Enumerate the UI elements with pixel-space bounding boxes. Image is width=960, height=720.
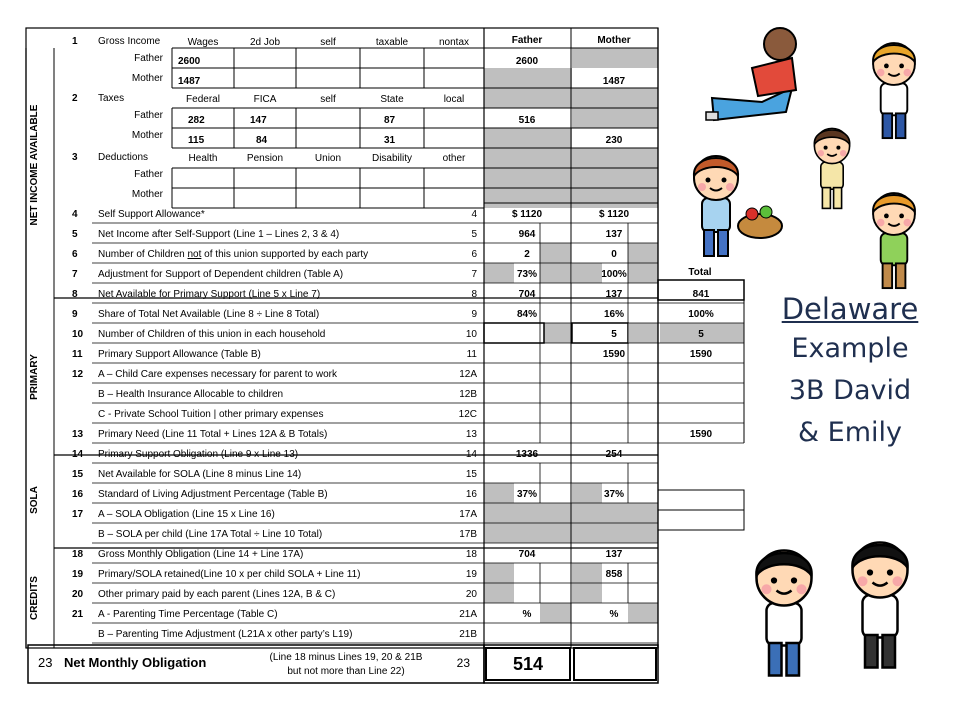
boy-with-glasses-figure <box>873 43 915 138</box>
row-label: Share of Total Net Available (Line 8 ÷ Line 8 Total) <box>98 309 320 320</box>
kid-eye <box>899 214 904 219</box>
father-gross-value: 2600 <box>515 56 539 67</box>
row-number: 18 <box>72 549 84 560</box>
father-taxes-value: 516 <box>518 115 536 126</box>
mother-value: 254 <box>605 449 623 460</box>
mother-value: 1590 <box>602 349 626 360</box>
total-value: 1590 <box>689 349 713 360</box>
father-value: 704 <box>518 289 536 300</box>
line1-col-header: taxable <box>375 37 409 48</box>
kid-cheek <box>877 219 885 227</box>
row-number: 9 <box>72 309 78 320</box>
cell-gray <box>572 48 658 68</box>
line1-mother-label: Mother <box>131 73 163 84</box>
mother-value: 5 <box>611 329 617 340</box>
row-label: Adjustment for Support of Dependent children (Table A) <box>98 269 344 280</box>
kid-eye <box>706 178 711 183</box>
title-names: & Emily <box>798 417 902 448</box>
line2-mother-label: Mother <box>131 130 163 141</box>
father-state-value: 87 <box>384 115 396 126</box>
line23-note: but not more than Line 22) <box>287 666 405 677</box>
row-ref: 16 <box>465 489 477 500</box>
father-value: 1336 <box>515 449 539 460</box>
row-ref: 13 <box>465 429 477 440</box>
father-value: % <box>522 609 532 620</box>
row-ref: 17B <box>459 529 477 540</box>
mother-state-value: 31 <box>384 135 396 146</box>
kid-leg <box>834 188 842 209</box>
line2-label: Taxes <box>98 93 125 104</box>
shaded-cell <box>628 263 658 283</box>
cell-gray <box>484 68 572 88</box>
mother-wages-value: 1487 <box>178 76 201 87</box>
row-number: 17 <box>72 509 84 520</box>
kid-body <box>881 83 908 115</box>
row-number: 20 <box>72 589 84 600</box>
line23-number: 23 <box>38 655 53 670</box>
line23-ref: 23 <box>456 656 470 670</box>
kid-cheek <box>904 219 912 227</box>
kid-body <box>881 233 908 265</box>
section-sola: SOLA <box>29 486 40 514</box>
row-ref: 20 <box>465 589 477 600</box>
line1-number: 1 <box>72 36 78 47</box>
mother-gross-value: 1487 <box>602 76 626 87</box>
line23-mother-box <box>574 648 656 680</box>
line1-father-label: Father <box>134 53 163 64</box>
row-number: 5 <box>72 229 78 240</box>
row-ref: 12A <box>459 369 477 380</box>
kid-leg <box>787 643 800 676</box>
kid-cheek <box>726 183 734 191</box>
kid-leg <box>883 635 896 668</box>
father-value: 704 <box>518 549 536 560</box>
row-ref: 11 <box>466 349 477 360</box>
row-number: 21 <box>72 609 84 620</box>
kid-leg <box>718 230 728 256</box>
row-number: 13 <box>72 429 84 440</box>
silly-boy-figure <box>873 193 915 288</box>
row-ref: 21B <box>459 629 477 640</box>
father-value: 73% <box>516 269 538 280</box>
row-number: 19 <box>72 569 84 580</box>
kid-cheek <box>904 69 912 77</box>
mother-value: 16% <box>603 309 625 320</box>
row-ref: 14 <box>465 449 477 460</box>
father-value: 37% <box>516 489 538 500</box>
father-value: 2 <box>524 249 530 260</box>
row-label: B – Health Insurance Allocable to children <box>98 389 284 400</box>
kid-cheek <box>797 584 807 594</box>
row-label-part: Number of Children <box>98 249 188 260</box>
kid-eye <box>722 178 727 183</box>
mother-value: 37% <box>603 489 625 500</box>
row-label: Gross Monthly Obligation (Line 14 + Line 17A) <box>98 549 304 560</box>
row-number: 10 <box>72 329 84 340</box>
mother-header: Mother <box>597 35 631 46</box>
row-label: Primary Need (Line 11 Total + Lines 12A & B Totals) <box>98 429 328 440</box>
sola-child-box <box>658 510 744 530</box>
shaded-cell <box>572 563 602 583</box>
kid-eye <box>887 569 893 575</box>
mother-federal-value: 115 <box>188 135 205 146</box>
shaded-cell <box>484 563 514 583</box>
girl-with-basket-figure <box>694 156 738 256</box>
line2-col-header: State <box>380 94 404 105</box>
kid-body <box>702 198 730 232</box>
kid-eye <box>836 146 840 150</box>
kid-cheek <box>698 183 706 191</box>
line3-col-header: other <box>442 153 466 164</box>
kid-cheek <box>858 576 868 586</box>
line1-col-header: Wages <box>187 37 219 48</box>
line1-col-header: nontax <box>438 37 470 48</box>
cell-white <box>484 323 544 343</box>
mother-value: 137 <box>605 289 623 300</box>
row-ref: 9 <box>471 309 477 320</box>
father-federal-value: 282 <box>188 115 205 126</box>
line2-col-header: self <box>320 94 336 105</box>
kid-body <box>863 595 898 638</box>
row-label: A – SOLA Obligation (Line 15 x Line 16) <box>98 509 275 520</box>
total-value: 100% <box>688 309 714 320</box>
kid-leg <box>883 113 893 138</box>
father-value: 84% <box>516 309 538 320</box>
kid-shoe <box>706 112 718 120</box>
mother-value: 858 <box>605 569 623 580</box>
kid-cheek <box>893 576 903 586</box>
row-ref: 7 <box>471 269 477 280</box>
row-label: Other primary paid by each parent (Lines 12A, B & C) <box>98 589 336 600</box>
row-number: 15 <box>72 469 84 480</box>
row-label: Net Available for SOLA (Line 8 minus Line 14) <box>98 469 302 480</box>
total-value: 5 <box>698 329 704 340</box>
line2-col-header: Federal <box>186 94 220 105</box>
kid-eye <box>867 569 873 575</box>
row-label <box>98 249 368 260</box>
shaded-cell <box>720 323 744 343</box>
shaded-cell <box>540 603 571 623</box>
kid-leg <box>865 635 878 668</box>
schoolgirl-figure <box>756 551 811 676</box>
row-label: A – Child Care expenses necessary for parent to work <box>98 369 338 380</box>
row-label: C - Private School Tuition | other primary expenses <box>98 409 324 420</box>
row-label: Self Support Allowance* <box>98 209 205 220</box>
schoolboy-figure <box>852 543 907 668</box>
line23-value: 514 <box>512 654 544 674</box>
shaded-cell <box>484 483 514 503</box>
apple <box>746 208 758 220</box>
line23-note: (Line 18 minus Lines 19, 20 & 21B <box>269 652 423 663</box>
kid-cheek <box>762 584 772 594</box>
row-number: 6 <box>72 249 78 260</box>
line2-father-label: Father <box>134 110 163 121</box>
baby-figure <box>814 128 849 208</box>
shaded-cell <box>540 263 571 283</box>
shaded-cell <box>628 603 658 623</box>
kid-eye <box>771 577 777 583</box>
row-number: 14 <box>72 449 84 460</box>
kid-face <box>764 28 796 60</box>
shaded-cell <box>628 323 658 343</box>
row-ref: 18 <box>465 549 477 560</box>
row-label: Net Available for Primary Support (Line 5 x Line 7) <box>98 289 321 300</box>
father-value: 964 <box>518 229 536 240</box>
row-label: Primary/SOLA retained(Line 10 x per child SOLA + Line 11) <box>98 569 361 580</box>
row-ref: 5 <box>471 229 477 240</box>
mother-value: $ 1120 <box>598 209 630 220</box>
line23-label: Net Monthly Obligation <box>64 655 207 670</box>
kid-cheek <box>877 69 885 77</box>
kid-eye <box>884 64 889 69</box>
mother-value: 100% <box>601 269 627 280</box>
row-label-underline: not <box>187 249 202 260</box>
row-label: Net Income after Self-Support (Line 1 – Lines 2, 3 & 4) <box>98 229 340 240</box>
line3-number: 3 <box>72 152 78 163</box>
father-fica-value: 147 <box>250 115 267 126</box>
line1-col-header: 2d Job <box>249 37 281 48</box>
shaded-cell <box>572 583 602 603</box>
kid-leg <box>896 113 906 138</box>
kid-leg <box>704 230 714 256</box>
line2-col-header: local <box>443 94 465 105</box>
total-header: Total <box>688 267 712 278</box>
section-primary: PRIMARY <box>29 354 40 400</box>
row-ref: 4 <box>471 209 477 220</box>
lying-child-figure <box>706 28 796 120</box>
kid-cheek <box>818 150 824 156</box>
line3-father-label: Father <box>134 169 163 180</box>
mother-value: % <box>609 609 619 620</box>
line2-number: 2 <box>72 93 78 104</box>
slide-title <box>770 290 930 454</box>
line3-col-header: Health <box>188 153 218 164</box>
line2-col-header: FICA <box>253 94 277 105</box>
row-label: Number of Children of this union in each household <box>98 329 326 340</box>
row-label: Standard of Living Adjustment Percentage (Table B) <box>98 489 328 500</box>
kid-leg <box>896 263 906 288</box>
kid-eye <box>884 214 889 219</box>
section-credits: CREDITS <box>29 576 40 620</box>
line1-label: Gross Income <box>98 36 161 47</box>
row-ref: 10 <box>465 329 477 340</box>
father-header: Father <box>511 35 543 46</box>
line3-col-header: Pension <box>246 153 284 164</box>
shaded-cell <box>484 263 514 283</box>
row-number: 12 <box>72 369 84 380</box>
row-number: 7 <box>72 269 78 280</box>
shaded-cell <box>628 243 658 263</box>
shaded-cell <box>572 263 602 283</box>
apple-basket <box>738 214 782 238</box>
line3-col-header: Union <box>314 153 342 164</box>
kid-shirt <box>752 58 796 96</box>
mother-value: 0 <box>611 249 617 260</box>
line3-mother-label: Mother <box>131 189 163 200</box>
row-ref: 15 <box>465 469 477 480</box>
row-number: 8 <box>72 289 78 300</box>
cell-white <box>572 323 628 343</box>
total-value: 841 <box>692 289 710 300</box>
kid-body <box>821 162 843 189</box>
kid-leg <box>883 263 893 288</box>
row-ref: 21A <box>459 609 477 620</box>
row-number: 16 <box>72 489 84 500</box>
line3-label: Deductions <box>98 152 149 163</box>
row-ref: 6 <box>471 249 477 260</box>
father-value: $ 1120 <box>511 209 543 220</box>
shaded-cell <box>484 583 514 603</box>
row-label: B – SOLA per child (Line 17A Total ÷ Line 10 Total) <box>98 529 323 540</box>
row-number: 4 <box>72 209 78 220</box>
row-label: B – Parenting Time Adjustment (L21A x other party’s L19) <box>98 629 353 640</box>
row-number: 11 <box>72 349 83 360</box>
total-value: 1590 <box>689 429 713 440</box>
mother-value: 137 <box>605 549 623 560</box>
line1-col-header: self <box>320 37 336 48</box>
mother-taxes-value: 230 <box>605 135 623 146</box>
sola-total-box <box>658 490 744 510</box>
row-ref: 17A <box>459 509 477 520</box>
row-ref: 8 <box>471 289 477 300</box>
title-example: Example <box>791 333 909 364</box>
kid-leg <box>822 188 830 209</box>
row-ref: 19 <box>465 569 477 580</box>
mother-fica-value: 84 <box>256 135 268 146</box>
apple <box>760 206 772 218</box>
title-state: Delaware <box>781 292 919 326</box>
kid-eye <box>899 64 904 69</box>
shaded-cell <box>572 483 602 503</box>
kid-eye <box>791 577 797 583</box>
father-wages-value: 2600 <box>178 56 201 67</box>
row-ref: 12B <box>459 389 477 400</box>
row-ref: 12C <box>458 409 477 420</box>
row-label: Primary Support Allowance (Table B) <box>98 349 261 360</box>
title-case: 3B David <box>788 375 912 406</box>
kid-eye <box>824 146 828 150</box>
kid-body <box>767 603 802 646</box>
section-net-income: NET INCOME AVAILABLE <box>29 104 40 226</box>
line3-col-header: Disability <box>371 153 413 164</box>
shaded-cell <box>540 243 571 263</box>
mother-value: 137 <box>605 229 623 240</box>
kid-leg <box>769 643 782 676</box>
kid-cheek <box>840 150 846 156</box>
row-label: A - Parenting Time Percentage (Table C) <box>98 609 278 620</box>
row-label: Primary Support Obligation (Line 9 x Line 13) <box>98 449 299 460</box>
row-label-part: of this union supported by each party <box>201 249 369 260</box>
